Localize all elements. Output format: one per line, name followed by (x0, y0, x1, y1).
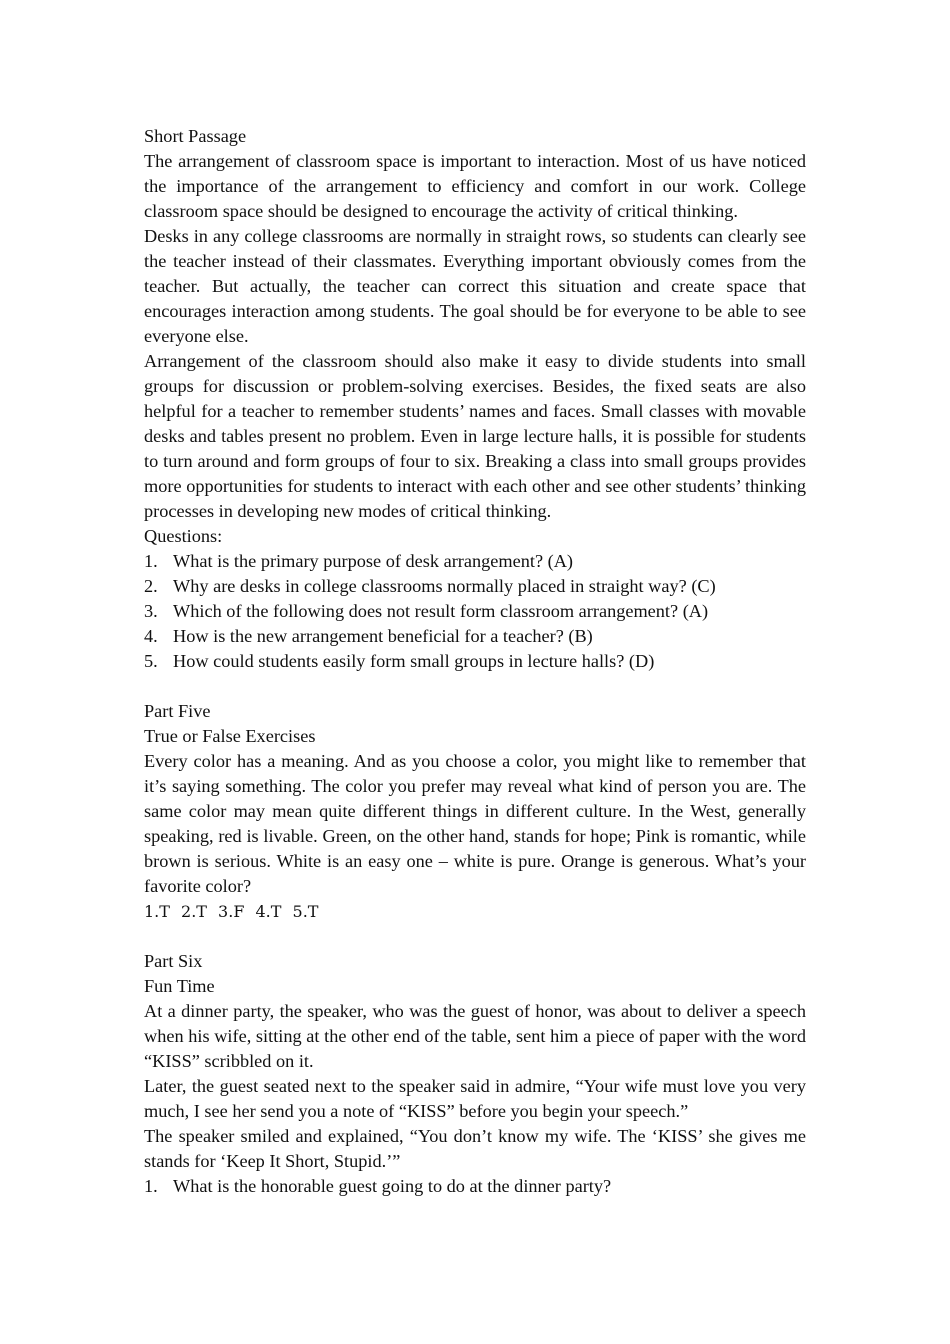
question-number: 3. (144, 601, 158, 621)
question-number: 2. (144, 576, 158, 596)
paragraph: Later, the guest seated next to the speaker said in admire, “Your wife must love you very much, I see her send you a note of “KISS” before you begin your speech.” (144, 1076, 806, 1121)
section-heading: Part Six (144, 951, 203, 971)
question-number: 4. (144, 626, 158, 646)
question-number: 1. (144, 1176, 158, 1196)
section-subheading: Fun Time (144, 976, 215, 996)
section-subheading: True or False Exercises (144, 726, 316, 746)
paragraph: Arrangement of the classroom should also make it easy to divide students into small groups for discussion or problem-solving exercises. Besides, the fixed seats are also helpful for a teacher to remember students’ names and faces. Small classes with movable desks and tables present no problem. Even in large lecture halls, it is possible for students to turn around and form groups of four to six. Breaking a class into small groups provides more opportunities for students to interact with each other and see other students’ thinking processes in developing new modes of critical thinking. (144, 351, 806, 521)
document-page (144, 124, 806, 1199)
section-heading: Part Five (144, 701, 211, 721)
question-number: 5. (144, 651, 158, 671)
question-text: Why are desks in college classrooms normally placed in straight way? (C) (173, 576, 716, 596)
question-item (144, 1174, 806, 1199)
paragraph: The arrangement of classroom space is important to interaction. Most of us have noticed the importance of the arrangement to efficiency and comfort in our work. College classroom space should be designed to encourage the activity of critical thinking. (144, 151, 806, 221)
question-text: How is the new arrangement beneficial for a teacher? (B) (173, 626, 593, 646)
paragraph: At a dinner party, the speaker, who was the guest of honor, was about to deliver a speech when his wife, sitting at the other end of the table, sent him a piece of paper with the word “KISS” scribbled on it. (144, 1001, 806, 1071)
section-heading: Short Passage (144, 126, 247, 146)
question-text: How could students easily form small groups in lecture halls? (D) (173, 651, 655, 671)
question-item (144, 599, 806, 624)
question-text: What is the primary purpose of desk arrangement? (A) (173, 551, 574, 571)
question-number: 1. (144, 551, 158, 571)
paragraph: The speaker smiled and explained, “You don’t know my wife. The ‘KISS’ she gives me stands for ‘Keep It Short, Stupid.’” (144, 1126, 806, 1171)
answer-key: 1.T 2.T 3.F 4.T 5.T (144, 902, 319, 921)
question-item (144, 574, 806, 599)
paragraph: Every color has a meaning. And as you choose a color, you might like to remember that it’s saying something. The color you prefer may reveal what kind of person you are. The same color may mean quite different things in different culture. In the West, generally speaking, red is livable. Green, on the other hand, stands for hope; Pink is romantic, while brown is serious. White is an easy one – white is pure. Orange is generous. What’s your favorite color? (144, 751, 806, 896)
paragraph: Desks in any college classrooms are normally in straight rows, so students can clearly see the teacher instead of their classmates. Everything important obviously comes from the teacher. But actually, the teacher can correct this situation and create space that encourages interaction among students. The goal should be for everyone to be able to see everyone else. (144, 226, 806, 346)
blank-line (144, 674, 806, 699)
question-item (144, 624, 806, 649)
question-item (144, 649, 806, 674)
blank-line (144, 924, 806, 949)
questions-label: Questions: (144, 526, 223, 546)
question-item (144, 549, 806, 574)
question-text: Which of the following does not result form classroom arrangement? (A) (173, 601, 709, 621)
question-text: What is the honorable guest going to do at the dinner party? (173, 1176, 612, 1196)
